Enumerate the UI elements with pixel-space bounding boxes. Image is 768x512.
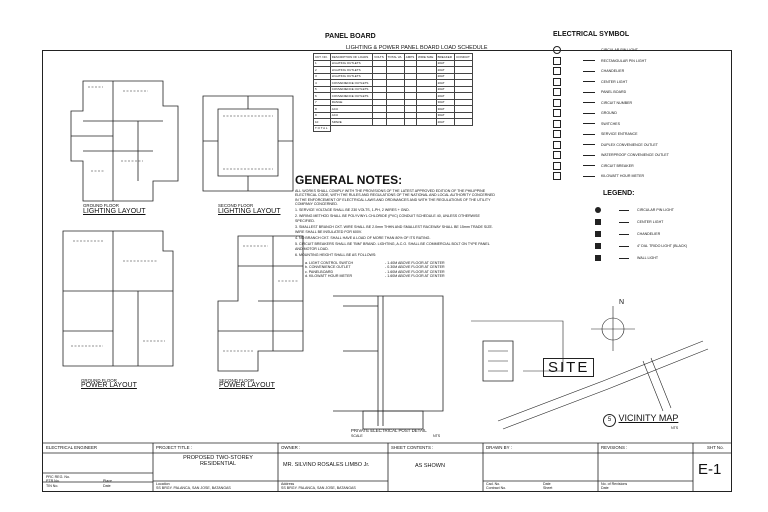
mounting-height-label: d. KILOWATT HOUR METER bbox=[305, 274, 353, 279]
legend-row bbox=[595, 240, 729, 252]
drawn-by-label: DRAWN BY : bbox=[486, 445, 512, 450]
second-power-title: POWER LAYOUT bbox=[219, 382, 275, 389]
mounting-height-label: b. CONVENIENCE OUTLET bbox=[305, 265, 351, 270]
symbol-dash bbox=[583, 81, 595, 82]
legend-glyph-icon bbox=[595, 243, 601, 249]
schedule-desc-cell: SPARE bbox=[330, 119, 372, 126]
schedule-desc-cell: CONVENIENCE OUTLETS bbox=[330, 86, 372, 93]
symbol-label: SERVICE ENTRANCE bbox=[601, 132, 638, 137]
symbol-label: CHANDELIER bbox=[601, 69, 625, 74]
legend-row bbox=[595, 216, 729, 228]
general-note-item: 2. WIRING METHOD SHALL BE POLYVINYL CHLORIDE (PVC) CONDUIT SCHEDULE 40, UNLESS OTHERWISE SPECIFIED. bbox=[295, 214, 480, 223]
vicinity-map-title bbox=[603, 413, 678, 427]
symbol-label: WATERPROOF CONVENIENCE OUTLET bbox=[601, 153, 669, 158]
vicinity-nts: NTS bbox=[671, 426, 679, 430]
legend-label: CENTER LIGHT bbox=[637, 219, 664, 224]
symbol-dash bbox=[583, 144, 595, 145]
project-title-label: PROJECT TITLE : bbox=[156, 445, 192, 450]
general-notes-heading: GENERAL NOTES: bbox=[295, 173, 403, 187]
contract-no-label: Contract No. bbox=[486, 486, 507, 490]
schedule-breaker-cell: 20AT bbox=[436, 80, 455, 87]
schedule-ckt-cell: 3 bbox=[314, 73, 331, 80]
schedule-breaker-cell: 20AT bbox=[436, 60, 455, 67]
legend-glyph-icon bbox=[595, 231, 601, 237]
schedule-breaker-cell: 30AT bbox=[436, 99, 455, 106]
schedule-breaker-cell: 20AT bbox=[436, 86, 455, 93]
sheet-label: Sheet bbox=[543, 486, 553, 490]
schedule-breaker-cell: 20AT bbox=[436, 93, 455, 100]
general-note-item: 6. MOUNTING HEIGHT SHALL BE AS FOLLOWS: bbox=[295, 253, 377, 258]
vicinity-title-text: VICINITY MAP bbox=[618, 413, 679, 423]
symbol-label: KILOWATT HOUR METER bbox=[601, 174, 645, 179]
location-value: SS BRGY. PALANCA, SAN JOSE, BATANGAS bbox=[156, 486, 231, 490]
schedule-desc-cell: LIGHTING OUTLETS bbox=[330, 60, 372, 67]
symbol-dash bbox=[583, 134, 595, 135]
symbol-dash bbox=[583, 50, 595, 51]
legend-list bbox=[595, 204, 729, 264]
symbol-dash bbox=[583, 165, 595, 166]
general-note-item: 3. SMALLEST BRANCH CKT. WIRE SHALL BE 2.0mm THHN AND SMALLEST RACEWAY SHALL BE 15mm TRADE SIZE. WIRE SHALL BE INSULATED FOR 600V. bbox=[295, 225, 493, 234]
post-detail-scale: SCALE bbox=[351, 434, 363, 438]
owner-label: OWNER : bbox=[281, 445, 301, 450]
general-note-item: 5. CIRCUIT BREAKERS SHALL BE "BIM" BRAND. LIGHTING, A.C.O. SHALL BE COMMERCIAL BOLT ON TYPE PANEL AND MOTOR LOAD. bbox=[295, 242, 490, 251]
general-note-item: 4. NO BRANCH CKT. SHALL HAVE A LOAD OF MORE THAN 80% OF ITS RATING. bbox=[295, 236, 431, 241]
schedule-desc-cell: RANGE bbox=[330, 99, 372, 106]
symbol-glyph-icon bbox=[553, 57, 561, 65]
symbol-glyph-icon bbox=[553, 172, 561, 180]
legend-dash bbox=[619, 246, 629, 247]
symbol-glyph-icon bbox=[553, 67, 561, 75]
schedule-empty-cell bbox=[373, 119, 386, 126]
panel-schedule-title: LIGHTING & POWER PANEL BOARD LOAD SCHEDULE bbox=[346, 45, 488, 51]
symbol-label: RECTANGULAR PIN LIGHT bbox=[601, 58, 647, 63]
symbol-label: CIRCUIT NUMBER bbox=[601, 100, 633, 105]
symbol-row bbox=[553, 119, 723, 130]
legend-dash bbox=[619, 222, 629, 223]
legend-label: 4" DIA. TRIDO LIGHT (BLACK) bbox=[637, 243, 688, 248]
electrical-engineer-label: ELECTRICAL ENGINEER bbox=[46, 445, 98, 450]
ground-lighting-small: GROUND FLOOR bbox=[83, 203, 119, 208]
schedule-breaker-cell: 20AT bbox=[436, 67, 455, 74]
schedule-header-cell: CONDUIT bbox=[455, 54, 473, 61]
schedule-header-cell: WIRE SIZE bbox=[417, 54, 437, 61]
title-block-lines bbox=[43, 443, 731, 491]
sht-no-label: SHT No. bbox=[707, 445, 724, 450]
legend-row bbox=[595, 252, 729, 264]
symbol-row bbox=[553, 108, 723, 119]
legend-glyph-icon bbox=[595, 207, 601, 213]
mounting-height-value: - 0.30M ABOVE FLOOR AT CENTER bbox=[385, 265, 445, 270]
date3-label: Date bbox=[601, 486, 609, 490]
symbol-glyph-icon bbox=[553, 99, 561, 107]
symbol-row bbox=[553, 161, 723, 172]
ptr-label: PTR No. bbox=[46, 479, 60, 483]
panel-heading: PANEL BOARD bbox=[325, 33, 376, 40]
schedule-ckt-cell: 6 bbox=[314, 93, 331, 100]
schedule-ckt-cell: 4 bbox=[314, 80, 331, 87]
schedule-header-cell: TOTAL VA bbox=[386, 54, 404, 61]
symbol-row bbox=[553, 98, 723, 109]
schedule-desc-cell: LIGHTING OUTLETS bbox=[330, 67, 372, 74]
sheet-contents-value: AS SHOWN bbox=[415, 463, 445, 469]
symbol-row bbox=[553, 150, 723, 161]
symbol-glyph-icon bbox=[553, 109, 561, 117]
schedule-desc-cell: CONVENIENCE OUTLETS bbox=[330, 93, 372, 100]
symbol-label: DUPLEX CONVENIENCE OUTLET bbox=[601, 142, 658, 147]
address-label: Address bbox=[281, 482, 295, 486]
symbol-glyph-icon bbox=[553, 151, 561, 159]
symbol-dash bbox=[583, 155, 595, 156]
legend-label: WALL LIGHT bbox=[637, 255, 659, 260]
second-lighting-small: SECOND FLOOR bbox=[218, 203, 254, 208]
schedule-ckt-cell: 9 bbox=[314, 112, 331, 119]
legend-heading: LEGEND: bbox=[603, 190, 635, 197]
symbol-glyph-icon bbox=[553, 120, 561, 128]
legend-glyph-icon bbox=[595, 219, 601, 225]
symbol-dash bbox=[583, 60, 595, 61]
mounting-height-row bbox=[305, 274, 495, 278]
mounting-heights-list bbox=[305, 261, 495, 279]
second-power-small: SECOND FLOOR bbox=[219, 378, 255, 383]
ground-power-small: GROUND FLOOR bbox=[81, 378, 117, 383]
symbol-row bbox=[553, 45, 723, 56]
schedule-ckt-cell: 1 bbox=[314, 60, 331, 67]
schedule-breaker-cell: 30AT bbox=[436, 112, 455, 119]
second-floor-power-plan bbox=[218, 236, 303, 371]
schedule-total-row bbox=[314, 125, 473, 132]
electrical-symbol-list bbox=[553, 45, 723, 182]
general-notes-intro: ALL WORKS SHALL COMPLY WITH THE PROVISIONS OF THE LATEST APPROVED EDITION OF THE PHILIPPINE ELECTRICAL CODE, WITH THE RULES AND REGULATIONS OF THE NATIONAL AND LOCAL AUTHORITY CONCERNED IN THE ENFORCEMENT OF ELECTRICAL LAWS AND ORDINANCES AND WITH THE REGULATIONS OF THE UTILITY COMPANY CONCERNED. bbox=[295, 189, 495, 207]
electrical-symbol-heading: ELECTRICAL SYMBOL bbox=[553, 31, 630, 38]
schedule-ckt-cell: 2 bbox=[314, 67, 331, 74]
symbol-dash bbox=[583, 123, 595, 124]
schedule-empty-cell bbox=[404, 119, 416, 126]
symbol-row bbox=[553, 56, 723, 67]
symbol-glyph-icon bbox=[553, 141, 561, 149]
date2-label: Date bbox=[543, 482, 551, 486]
schedule-desc-cell: LIGHTING OUTLETS bbox=[330, 73, 372, 80]
schedule-header-cell: BREAKER bbox=[436, 54, 455, 61]
second-lighting-title: LIGHTING LAYOUT bbox=[218, 208, 281, 215]
symbol-dash bbox=[583, 71, 595, 72]
post-detail-nts: NTS bbox=[433, 434, 441, 438]
legend-row bbox=[595, 204, 729, 216]
symbol-dash bbox=[583, 113, 595, 114]
ground-floor-lighting-plan bbox=[71, 81, 178, 201]
symbol-label: CIRCUIT BREAKER bbox=[601, 163, 634, 168]
symbol-dash bbox=[583, 102, 595, 103]
symbol-label: SWITCHES bbox=[601, 121, 620, 126]
symbol-label: PANEL BOARD bbox=[601, 90, 627, 95]
sheet-number: E-1 bbox=[698, 461, 722, 478]
drawing-sheet bbox=[42, 31, 732, 492]
symbol-label: CIRCULAR PIN LIGHT bbox=[601, 48, 638, 53]
symbol-dash bbox=[583, 92, 595, 93]
symbol-row bbox=[553, 129, 723, 140]
schedule-header-cell: DESCRIPTION OF LOADS bbox=[330, 54, 372, 61]
tin-label: TIN No. bbox=[46, 484, 59, 488]
post-detail-title: PRIVATE ELECTRICAL POST DETAIL bbox=[351, 428, 427, 433]
schedule-header-cell: AMPS bbox=[404, 54, 416, 61]
legend-glyph-icon bbox=[595, 255, 601, 261]
symbol-glyph-icon bbox=[553, 46, 561, 54]
schedule-ckt-cell: 5 bbox=[314, 86, 331, 93]
mounting-height-value: - 1.40M ABOVE FLOOR AT CENTER bbox=[385, 261, 445, 265]
legend-label: CHANDELIER bbox=[637, 231, 661, 236]
owner-value: MR. SILVINO ROSALES LIMBO Jr. bbox=[283, 462, 370, 468]
mounting-height-label: a. LIGHT CONTROL SWITCH bbox=[305, 261, 354, 265]
address-value: SS BRGY. PALANCA, SAN JOSE, BATANGAS bbox=[281, 486, 356, 490]
symbol-glyph-icon bbox=[553, 130, 561, 138]
schedule-total-label: T O T A L bbox=[314, 125, 331, 132]
revisions-label: REVISIONS : bbox=[601, 445, 628, 450]
vicinity-number: 5 bbox=[603, 414, 616, 427]
schedule-ckt-cell: 8 bbox=[314, 106, 331, 113]
legend-dash bbox=[619, 210, 629, 211]
sheet-contents-label: SHEET CONTENTS : bbox=[391, 445, 434, 450]
post-detail-drawing bbox=[333, 296, 563, 429]
schedule-empty-cell bbox=[386, 119, 404, 126]
load-schedule-table bbox=[313, 53, 473, 132]
legend-dash bbox=[619, 258, 629, 259]
schedule-empty-cell bbox=[455, 119, 473, 126]
cad-no-label: Cad. No. bbox=[486, 482, 501, 486]
project-title-value: PROPOSED TWO-STOREY RESIDENTIAL bbox=[183, 455, 253, 467]
vicinity-site-label: SITE bbox=[543, 358, 594, 377]
symbol-row bbox=[553, 77, 723, 88]
legend-dash bbox=[619, 234, 629, 235]
schedule-header-cell: CKT. NO. bbox=[314, 54, 331, 61]
ground-power-title: POWER LAYOUT bbox=[81, 382, 137, 389]
schedule-desc-cell: CONVENIENCE OUTLETS bbox=[330, 80, 372, 87]
legend-row bbox=[595, 228, 729, 240]
general-note-item: 1. SERVICE VOLTAGE SHALL BE 230 VOLTS, 1-PH, 2 WIRES + GND. bbox=[295, 208, 410, 212]
schedule-desc-cell: ACU bbox=[330, 106, 372, 113]
general-notes-list bbox=[295, 208, 495, 260]
schedule-empty-cell bbox=[417, 119, 437, 126]
schedule-breaker-cell: 30AT bbox=[436, 106, 455, 113]
symbol-label: CENTER LIGHT bbox=[601, 79, 628, 84]
mounting-height-value: - 1.60M ABOVE FLOOR AT CENTER bbox=[385, 274, 445, 279]
symbol-row bbox=[553, 140, 723, 151]
schedule-ckt-cell: 10 bbox=[314, 119, 331, 126]
schedule-breaker-cell: 20AT bbox=[436, 119, 455, 126]
symbol-dash bbox=[583, 176, 595, 177]
symbol-glyph-icon bbox=[553, 78, 561, 86]
ground-floor-power-plan bbox=[63, 231, 173, 366]
no-of-revisions-label: No. of Revisions bbox=[601, 482, 628, 486]
date-label: Date bbox=[103, 484, 111, 488]
mounting-height-value: - 1.60M ABOVE FLOOR AT CENTER bbox=[385, 269, 445, 274]
symbol-label: GROUND bbox=[601, 111, 617, 116]
symbol-glyph-icon bbox=[553, 162, 561, 170]
ground-lighting-title: LIGHTING LAYOUT bbox=[83, 208, 146, 215]
vicinity-map-drawing bbox=[498, 306, 708, 429]
schedule-desc-cell: ACU bbox=[330, 112, 372, 119]
location-label: Location bbox=[156, 482, 170, 486]
second-floor-lighting-plan bbox=[203, 96, 293, 191]
mounting-height-label: c. PANELBOARD bbox=[305, 269, 334, 274]
vicinity-north-label: N bbox=[619, 299, 625, 306]
symbol-row bbox=[553, 171, 723, 182]
symbol-row bbox=[553, 66, 723, 77]
schedule-header-cell: VOLTS bbox=[373, 54, 386, 61]
symbol-glyph-icon bbox=[553, 88, 561, 96]
prc-reg-label: PRC REG. No. bbox=[46, 475, 70, 479]
schedule-breaker-cell: 20AT bbox=[436, 73, 455, 80]
legend-label: CIRCULAR PIN LIGHT bbox=[637, 207, 674, 212]
schedule-ckt-cell: 7 bbox=[314, 99, 331, 106]
place-label: Place bbox=[103, 479, 112, 483]
symbol-row bbox=[553, 87, 723, 98]
schedule-row bbox=[314, 119, 473, 126]
